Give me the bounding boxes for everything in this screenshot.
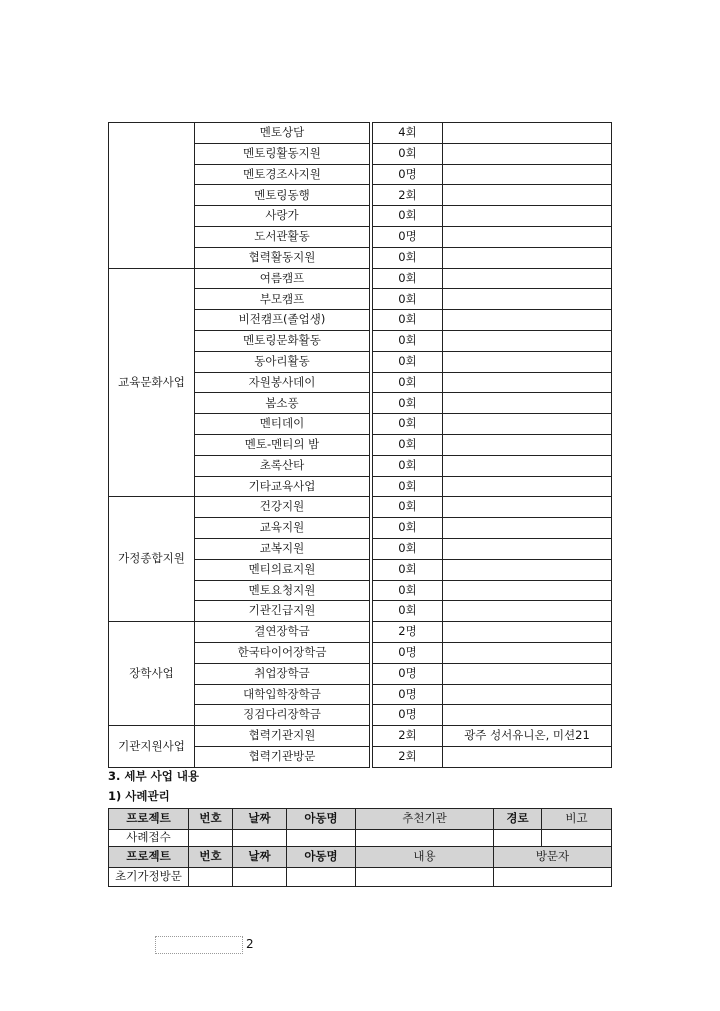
program-item-cell: 취업장학금 — [195, 663, 370, 684]
count-cell: 0회 — [373, 476, 443, 497]
program-item-cell: 협력활동지원 — [195, 247, 370, 268]
count-cell: 0회 — [373, 330, 443, 351]
program-item-cell: 멘티의료지원 — [195, 559, 370, 580]
note-cell — [443, 351, 612, 372]
program-row — [109, 268, 612, 289]
header-cell: 날짜 — [233, 847, 287, 868]
program-item-cell: 사랑가 — [195, 206, 370, 227]
count-cell: 0회 — [373, 247, 443, 268]
header-cell: 번호 — [189, 809, 233, 830]
note-cell — [443, 310, 612, 331]
program-item-cell: 비전캠프(졸업생) — [195, 310, 370, 331]
count-cell: 2회 — [373, 185, 443, 206]
note-cell — [443, 518, 612, 539]
header-cell: 비고 — [542, 809, 612, 830]
empty-cell — [356, 868, 494, 887]
subsection-heading: 1) 사례관리 — [108, 789, 170, 803]
note-cell — [443, 206, 612, 227]
note-cell — [443, 642, 612, 663]
note-cell — [443, 247, 612, 268]
row-label: 사례접수 — [109, 830, 189, 847]
note-cell — [443, 705, 612, 726]
program-item-cell: 자원봉사데이 — [195, 372, 370, 393]
note-cell — [443, 538, 612, 559]
note-cell — [443, 476, 612, 497]
header-cell: 프로젝트 — [109, 809, 189, 830]
count-cell: 0회 — [373, 538, 443, 559]
program-row — [109, 497, 612, 518]
count-cell: 0회 — [373, 414, 443, 435]
note-cell — [443, 434, 612, 455]
program-item-cell: 기타교육사업 — [195, 476, 370, 497]
program-item-cell: 멘토경조사지원 — [195, 164, 370, 185]
program-item-cell: 멘티데이 — [195, 414, 370, 435]
count-cell: 0명 — [373, 164, 443, 185]
program-summary-table — [108, 122, 612, 768]
note-cell — [443, 289, 612, 310]
count-cell: 0회 — [373, 268, 443, 289]
count-cell: 0회 — [373, 143, 443, 164]
program-item-cell: 멘토요청지원 — [195, 580, 370, 601]
count-cell: 0회 — [373, 518, 443, 539]
count-cell: 0명 — [373, 705, 443, 726]
program-item-cell: 징검다리장학금 — [195, 705, 370, 726]
note-cell — [443, 226, 612, 247]
program-row — [109, 622, 612, 643]
header-cell: 아동명 — [287, 809, 356, 830]
program-item-cell: 초록산타 — [195, 455, 370, 476]
empty-cell — [494, 868, 612, 887]
row-label: 초기가정방문 — [109, 868, 189, 887]
header-cell: 추천기관 — [356, 809, 494, 830]
note-cell — [443, 622, 612, 643]
count-cell: 0회 — [373, 455, 443, 476]
note-cell — [443, 123, 612, 144]
note-cell — [443, 143, 612, 164]
count-cell: 0명 — [373, 226, 443, 247]
note-cell — [443, 601, 612, 622]
count-cell: 0회 — [373, 393, 443, 414]
count-cell: 2명 — [373, 622, 443, 643]
note-cell — [443, 497, 612, 518]
count-cell: 2회 — [373, 726, 443, 747]
page-number: 2 — [246, 937, 254, 951]
empty-cell — [189, 830, 233, 847]
program-item-cell: 한국타이어장학금 — [195, 642, 370, 663]
count-cell: 0회 — [373, 351, 443, 372]
program-item-cell: 멘토링문화활동 — [195, 330, 370, 351]
header-cell: 날짜 — [233, 809, 287, 830]
category-cell — [109, 123, 195, 269]
program-item-cell: 멘토-멘티의 밤 — [195, 434, 370, 455]
note-cell — [443, 372, 612, 393]
header-cell: 경로 — [494, 809, 542, 830]
note-cell — [443, 414, 612, 435]
note-cell — [443, 580, 612, 601]
count-cell: 0회 — [373, 206, 443, 227]
empty-cell — [356, 830, 494, 847]
case-header-row-1 — [109, 809, 612, 830]
empty-cell — [233, 868, 287, 887]
category-cell: 기관지원사업 — [109, 726, 195, 768]
count-cell: 0회 — [373, 434, 443, 455]
footer-box — [155, 936, 243, 954]
program-item-cell: 도서관활동 — [195, 226, 370, 247]
case-row-2 — [109, 868, 612, 887]
note-cell — [443, 746, 612, 767]
program-item-cell: 협력기관지원 — [195, 726, 370, 747]
section-heading: 3. 세부 사업 내용 — [108, 769, 200, 783]
note-cell — [443, 268, 612, 289]
note-cell: 광주 성서유니온, 미션21 — [443, 726, 612, 747]
program-item-cell: 결연장학금 — [195, 622, 370, 643]
note-cell — [443, 455, 612, 476]
count-cell: 0회 — [373, 559, 443, 580]
program-row — [109, 726, 612, 747]
count-cell: 0회 — [373, 372, 443, 393]
category-cell: 가정종합지원 — [109, 497, 195, 622]
program-item-cell: 여름캠프 — [195, 268, 370, 289]
note-cell — [443, 559, 612, 580]
case-row-1 — [109, 830, 612, 847]
program-item-cell: 기관긴급지원 — [195, 601, 370, 622]
count-cell: 0명 — [373, 663, 443, 684]
count-cell: 0명 — [373, 684, 443, 705]
program-item-cell: 교복지원 — [195, 538, 370, 559]
category-cell: 장학사업 — [109, 622, 195, 726]
program-item-cell: 멘토상담 — [195, 123, 370, 144]
program-item-cell: 멘토링동행 — [195, 185, 370, 206]
empty-cell — [287, 830, 356, 847]
empty-cell — [233, 830, 287, 847]
empty-cell — [494, 830, 542, 847]
note-cell — [443, 185, 612, 206]
program-item-cell: 동아리활동 — [195, 351, 370, 372]
count-cell: 4회 — [373, 123, 443, 144]
note-cell — [443, 164, 612, 185]
note-cell — [443, 684, 612, 705]
empty-cell — [287, 868, 356, 887]
program-item-cell: 협력기관방문 — [195, 746, 370, 767]
header-cell: 번호 — [189, 847, 233, 868]
count-cell: 0회 — [373, 289, 443, 310]
count-cell: 0회 — [373, 601, 443, 622]
header-cell: 방문자 — [494, 847, 612, 868]
empty-cell — [542, 830, 612, 847]
note-cell — [443, 393, 612, 414]
note-cell — [443, 330, 612, 351]
count-cell: 0회 — [373, 310, 443, 331]
program-item-cell: 교육지원 — [195, 518, 370, 539]
note-cell — [443, 663, 612, 684]
program-item-cell: 부모캠프 — [195, 289, 370, 310]
header-cell: 아동명 — [287, 847, 356, 868]
count-cell: 0회 — [373, 580, 443, 601]
count-cell: 0회 — [373, 497, 443, 518]
program-item-cell: 대학입학장학금 — [195, 684, 370, 705]
header-cell: 프로젝트 — [109, 847, 189, 868]
empty-cell — [189, 868, 233, 887]
program-item-cell: 봄소풍 — [195, 393, 370, 414]
category-cell: 교육문화사업 — [109, 268, 195, 497]
header-cell: 내용 — [356, 847, 494, 868]
count-cell: 0명 — [373, 642, 443, 663]
count-cell: 2회 — [373, 746, 443, 767]
case-management-table — [108, 808, 612, 887]
program-item-cell: 건강지원 — [195, 497, 370, 518]
case-header-row-2 — [109, 847, 612, 868]
program-row — [109, 123, 612, 144]
program-item-cell: 멘토링활동지원 — [195, 143, 370, 164]
